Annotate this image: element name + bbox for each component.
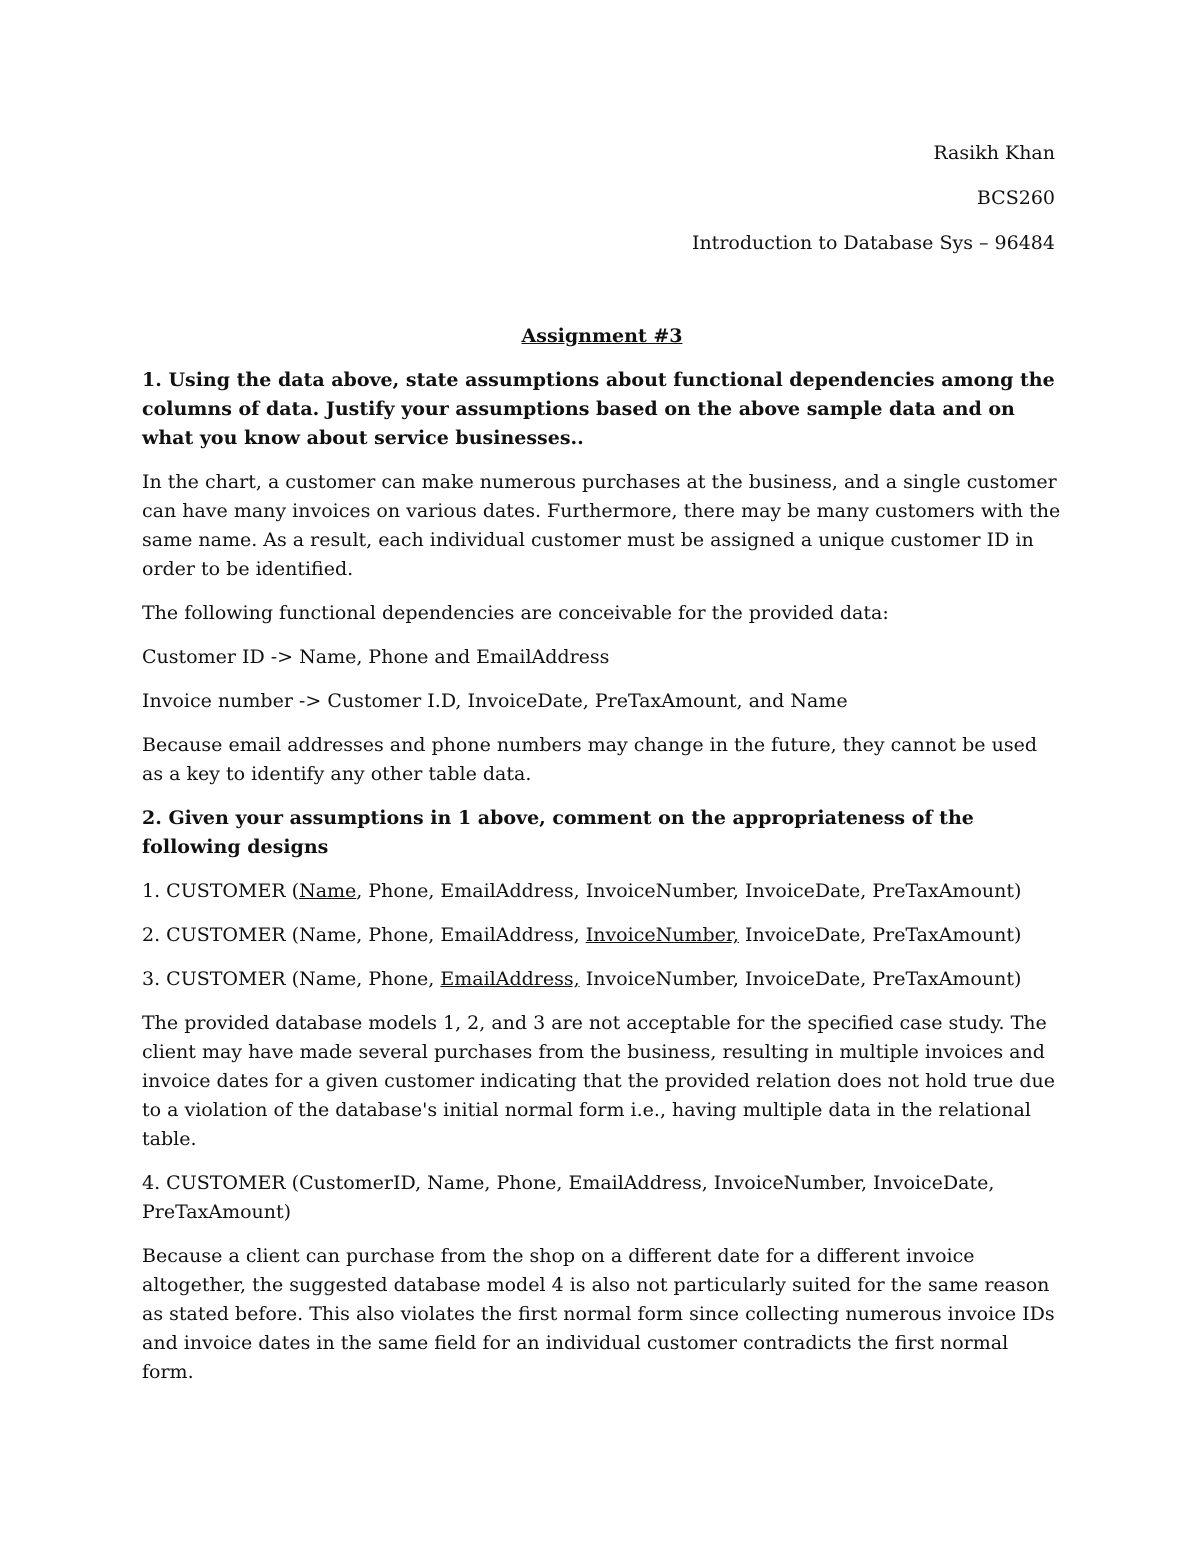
design-4: 4. CUSTOMER (CustomerID, Name, Phone, EmailAddress, InvoiceNumber, InvoiceDate, PreTaxAmount) xyxy=(142,1172,995,1223)
question-1: 1. Using the data above, state assumptions about functional dependencies among the columns of data. Justify your assumptions based on the above sample data and on what you know about service businesses.. xyxy=(142,369,1055,449)
design-2-key: InvoiceNumber, xyxy=(585,924,739,946)
document-body xyxy=(142,322,1062,1402)
dependency-2: Invoice number -> Customer I.D, InvoiceDate, PreTaxAmount, and Name xyxy=(142,690,848,712)
answer-1-paragraph-2: The following functional dependencies are conceivable for the provided data: xyxy=(142,602,889,624)
design-1-suffix: , Phone, EmailAddress, InvoiceNumber, InvoiceDate, PreTaxAmount) xyxy=(356,880,1022,902)
design-3 xyxy=(142,965,1062,994)
dependency-1: Customer ID -> Name, Phone and EmailAddress xyxy=(142,646,610,668)
answer-2-paragraph-1: The provided database models 1, 2, and 3 are not acceptable for the specified case study. The client may have made several purchases from the business, resulting in multiple invoices and invoice dates for a given customer indicating that the provided relation does not hold true due to a violation of the database's initial normal form i.e., having multiple data in the relational table. xyxy=(142,1012,1055,1150)
design-3-prefix: 3. CUSTOMER (Name, Phone, xyxy=(142,968,441,990)
answer-1-paragraph-3: Because email addresses and phone numbers may change in the future, they cannot be used as a key to identify any other table data. xyxy=(142,734,1037,785)
design-3-key: EmailAddress, xyxy=(440,968,580,990)
design-1 xyxy=(142,877,1062,906)
design-2-suffix: InvoiceDate, PreTaxAmount) xyxy=(738,924,1022,946)
design-1-key: Name xyxy=(299,880,357,902)
document-title: Assignment #3 xyxy=(521,325,683,347)
header-block xyxy=(692,142,1055,277)
design-2-prefix: 2. CUSTOMER (Name, Phone, EmailAddress, xyxy=(142,924,586,946)
course-code: BCS260 xyxy=(976,187,1055,209)
design-2 xyxy=(142,921,1062,950)
course-name: Introduction to Database Sys – 96484 xyxy=(691,232,1055,254)
design-3-suffix: InvoiceNumber, InvoiceDate, PreTaxAmount) xyxy=(579,968,1022,990)
answer-2-paragraph-2: Because a client can purchase from the shop on a different date for a different invoice altogether, the suggested database model 4 is also not particularly suited for the same reason as stated before. This also violates the first normal form since collecting numerous invoice IDs and invoice dates in the same field for an individual customer contradicts the first normal form. xyxy=(142,1245,1055,1383)
author-name: Rasikh Khan xyxy=(933,142,1055,164)
answer-1-paragraph-1: In the chart, a customer can make numerous purchases at the business, and a single customer can have many invoices on various dates. Furthermore, there may be many customers with the same name. As a result, each individual customer must be assigned a unique customer ID in order to be identified. xyxy=(142,471,1061,580)
question-2: 2. Given your assumptions in 1 above, comment on the appropriateness of the following designs xyxy=(142,807,974,858)
design-1-prefix: 1. CUSTOMER ( xyxy=(142,880,300,902)
